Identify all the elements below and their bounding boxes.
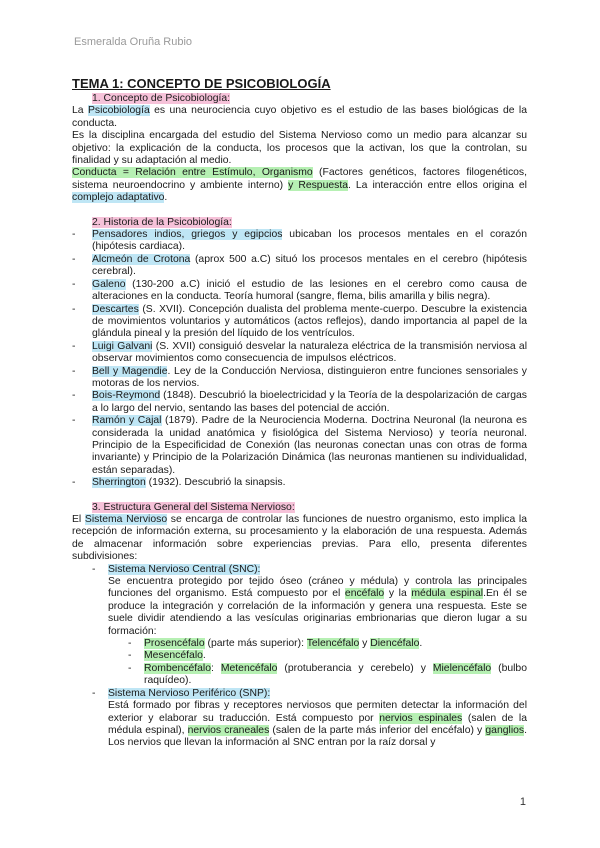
snc-description: Se encuentra protegido por tejido óseo (cráneo y médula) y controla las principales funciones del organismo. Está compuesto por el encéfalo y la médula espinal.En él se produce la integración y correlación de la información y genera una respuesta. Este se suele dividir atendiendo a las vesículas originarias embrionarias que dieron lugar a su formación: [108,576,527,637]
history-item: - Sherrington (1932). Descubrió la sinapsis. [72,477,527,489]
document-title: TEMA 1: CONCEPTO DE PSICOBIOLOGÍA [72,76,331,91]
section-1-paragraph-3: Conducta = Relación entre Estímulo, Organismo (Factores genéticos, factores filogenéticos, sistema neuroendocrino y ambiente interno) y Respuesta. La interacción entre ellos origina el complejo adaptativo. [72,167,527,204]
snc-item [92,564,527,688]
vesicle-item: - Prosencéfalo (parte más superior): Telencéfalo y Diencéfalo. [128,638,527,650]
history-item: - Galeno (130-200 a.C) inició el estudio de las lesiones en el cerebro como causa de alteraciones en la conducta. Teoría humoral (sangre, flema, bilis amarilla y bilis negra). [72,279,527,304]
history-list [72,229,527,490]
history-item: - Ramón y Cajal (1879). Padre de la Neurociencia Moderna. Doctrina Neuronal (la neurona es considerada la unidad anatómica y fisiológica del Sistema Nervioso) y teoría neuronal. Principio de la Especificidad de Conexión (las neuronas conectan unas con otras de forma invariante) y Principio de la Polarización Dinámica (las neuronas mantienen su individualidad, están separadas). [72,415,527,477]
section-3-intro: El Sistema Nervioso se encarga de controlar las funciones de nuestro organismo, esto implica la recepción de información externa, su procesamiento y la elaboración de una respuesta. Además de almacenar información sobre experiencias previas. Para ello, presenta diferentes subdivisiones: [72,514,527,563]
history-item: - Pensadores indios, griegos y egipcios ubicaban los procesos mentales en el corazón (hipótesis cardiaca). [72,229,527,254]
snp-label: Sistema Nervioso Periférico (SNP): [108,687,271,699]
nervous-system-subdivisions [72,564,527,750]
history-item: - Alcmeón de Crotona (aprox 500 a.C) situó los procesos mentales en el cerebro (hipótesis cerebral). [72,254,527,279]
history-item: - Bois-Reymond (1848). Descubrió la bioelectricidad y la Teoría de la despolarización de cargas a lo largo del nervio, sentando las bases del potencial de acción. [72,390,527,415]
section-2-heading: 2. Historia de la Psicobiología: [92,216,232,228]
snp-item [92,688,527,750]
page-number: 1 [519,796,526,808]
author-name: Esmeralda Oruña Rubio [74,36,193,48]
history-item: - Bell y Magendie. Ley de la Conducción Nerviosa, distinguieron entre funciones sensoriales y motoras de los nervios. [72,366,527,391]
snp-description: Está formado por fibras y receptores nerviosos que permiten detectar la información del exterior y elaborar su traducción. Está compuesto por nervios espinales (salen de la médula espinal), nervios craneales (salen de la parte más inferior del encéfalo) y ganglios. Los nervios que llevan la información al SNC entran por la raíz dorsal y [108,700,528,749]
section-1-paragraph-2: Es la disciplina encargada del estudio del Sistema Nervioso como un medio para alcanzar su objetivo: la explicación de la conducta, los procesos que la activan, los que la controlan, su finalidad y su adaptación al medio. [72,130,527,167]
vesicle-item: - Rombencéfalo: Metencéfalo (protuberancia y cerebelo) y Mielencéfalo (bulbo raquídeo). [128,663,527,688]
section-1-heading: 1. Concepto de Psicobiología: [92,93,231,104]
section-1-paragraph-1: La Psicobiología es una neurociencia cuyo objetivo es el estudio de las bases biológicas de la conducta. [72,105,527,129]
vesicle-item: - Mesencéfalo. [128,650,527,662]
section-3-heading: 3. Estructura General del Sistema Nervioso: [92,501,295,513]
snc-vesicles-list [108,638,527,688]
history-item: - Luigi Galvani (S. XVII) consiguió desvelar la naturaleza eléctrica de la transmisión nerviosa al observar movimientos como consecuencia de impulsos eléctricos. [72,341,527,366]
snc-label: Sistema Nervioso Central (SNC): [108,563,261,575]
document-body [72,76,527,750]
history-item: - Descartes (S. XVII). Concepción dualista del problema mente-cuerpo. Descubre la existencia de movimientos voluntarios y automáticos (actos reflejos), dando importancia al papel de la glándula pineal y la presión del líquido de los ventrículos. [72,304,527,341]
